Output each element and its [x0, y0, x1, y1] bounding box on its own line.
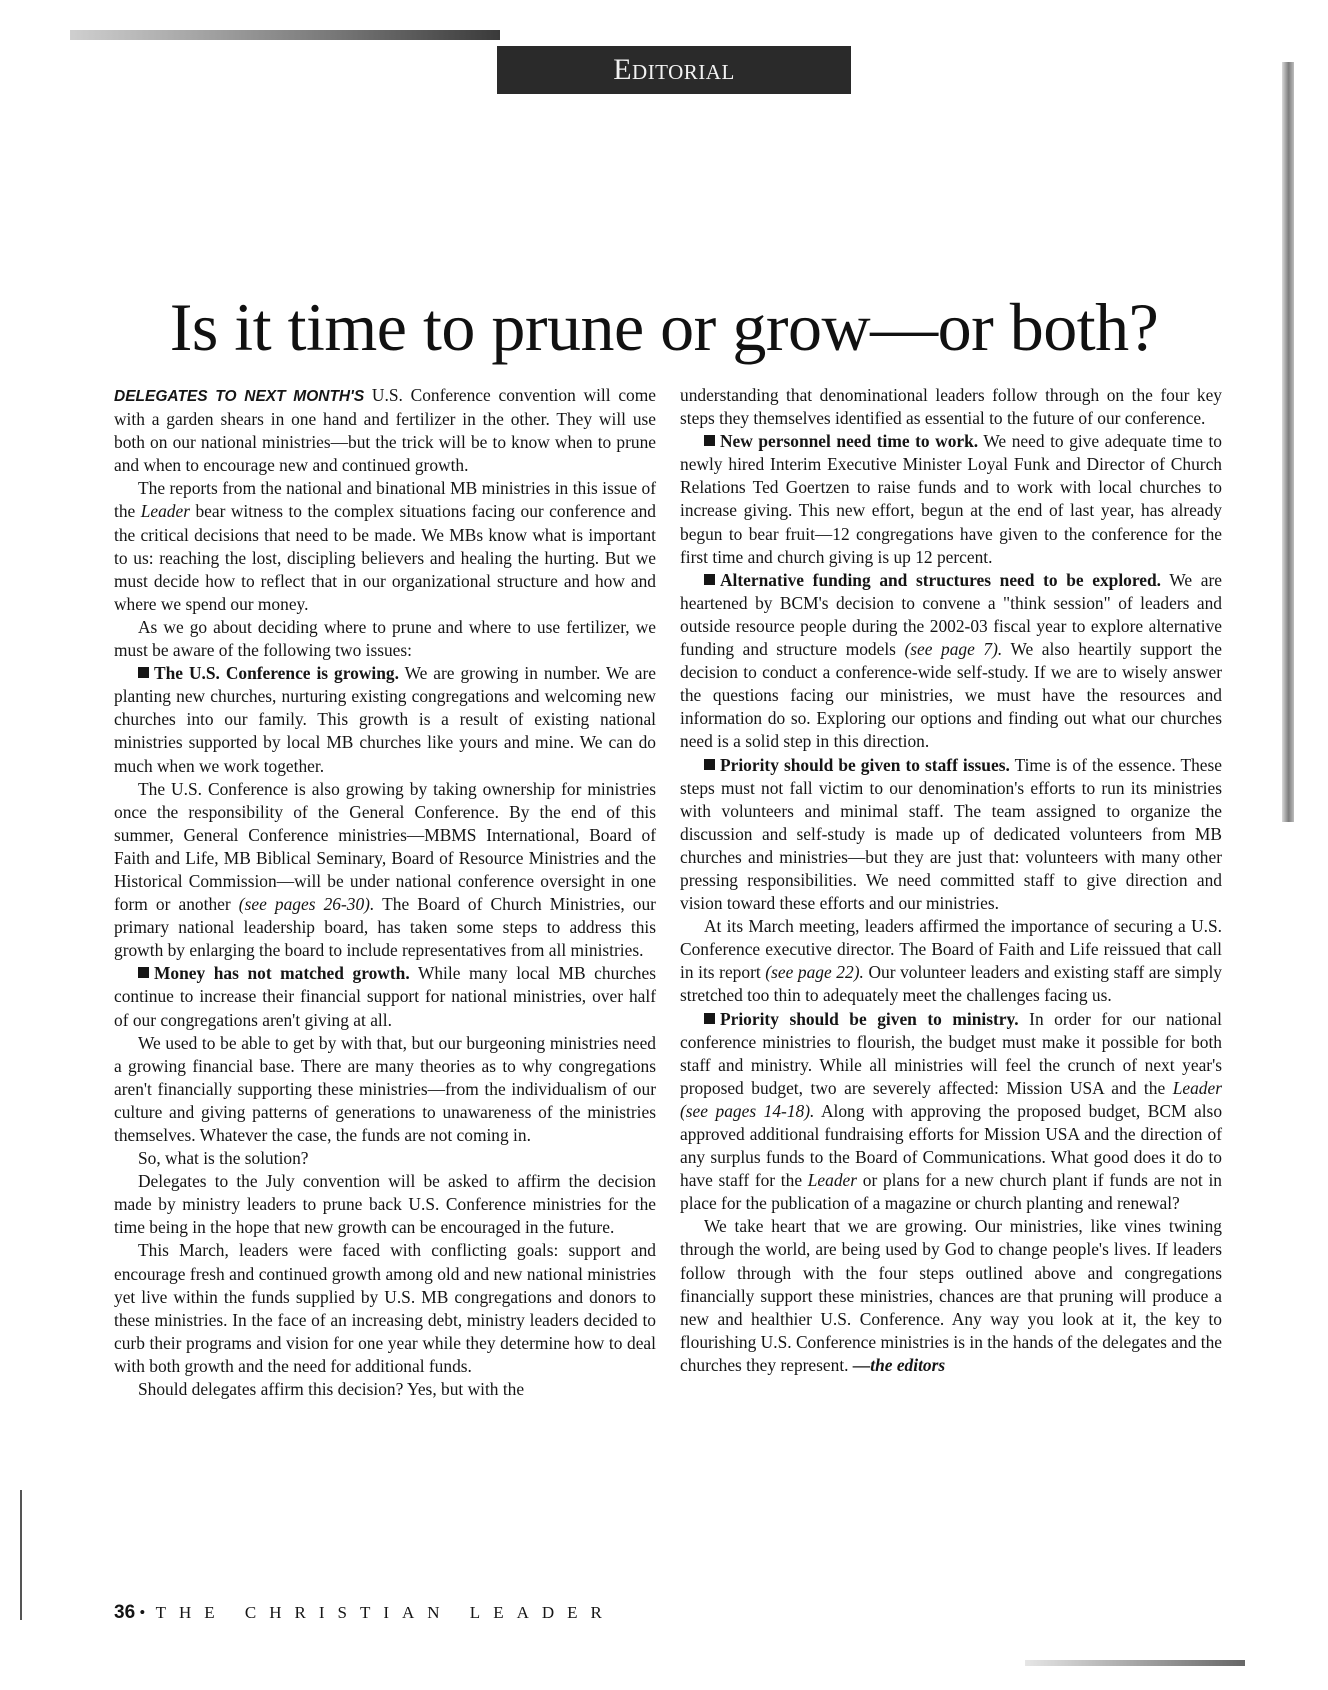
paragraph-text: At its March meeting, leaders affirmed the importance of securing a U.S. Conference executive director. The Board of Faith and Life reissued that call in its report [680, 916, 1222, 983]
right-column [680, 384, 1222, 1377]
page-reference: (see page 7). [904, 639, 1003, 660]
paragraph: We used to be able to get by with that, but our burgeoning ministries need a growing financial base. There are many theories as to why congregations aren't financially supporting these ministries—from the individualism of our culture and giving patterns of generations to unawareness of the ministries themselves. Whatever the case, the funds are not coming in. [114, 1032, 656, 1145]
paragraph-text: The U.S. Conference is also growing by taking ownership for ministries once the responsibility of the General Conference. By the end of this summer, General Conference ministries—MBMS International, Board of Faith and Life, MB Biblical Seminary, Board of Resource Ministries and the Historical Commission—will be under national conference oversight in one form or another [114, 778, 656, 915]
paragraph-text: The Board of Church Ministries, our primary national leadership board, has taken some steps to address this growth by enlarging the board to include representatives from all ministries. [114, 894, 656, 961]
top-decorative-rule [70, 30, 500, 40]
page-number: 36 [114, 1602, 136, 1623]
publication-name: Leader [140, 501, 190, 522]
bullet-square-icon [704, 574, 715, 585]
bullet-square-icon [704, 1013, 715, 1024]
paragraph: Delegates to the July convention will be asked to affirm the decision made by ministry leaders to prune back U.S. Conference ministries for the time being in the hope that new growth can be encouraged in the future. [114, 1171, 656, 1238]
paragraph: As we go about deciding where to prune and where to use fertilizer, we must be aware of the following two issues: [114, 616, 656, 661]
section-label: Editorial [613, 53, 735, 86]
paragraph-text: In order for our national conference ministries to flourish, the budget must make it possible for both staff and ministry. While all ministries will feel the crunch of next year's proposed budget, two are severely affected: Mission USA and the [680, 1008, 1222, 1098]
point-heading: New personnel need time to work. [720, 431, 979, 452]
paragraph [114, 962, 656, 1031]
paragraph [680, 430, 1222, 569]
left-column [114, 384, 656, 1401]
paragraph-text: Time is of the essence. These steps must not fall victim to our denomination's efforts to run its ministries with volunteers and minimal staff. The team assigned to organize the discussion and self-study is made up of dedicated volunteers from MB churches and ministries—but they are just that: volunteers with many other pressing responsibilities. We need committed staff to give direction and vision toward these efforts and our ministries. [680, 754, 1222, 914]
paragraph-text: The reports from the national and binational MB ministries in this issue of the [114, 478, 656, 522]
paragraph-text: We take heart that we are growing. Our ministries, like vines twining through the world, are being used by God to change people's lives. If leaders follow through with the four steps outlined above and congregations financially support these ministries, chances are that pruning will produce a new and healthier U.S. Conference. Any way you look at it, the key to flourishing U.S. Conference ministries is in the hands of the delegates and the churches they represent. [680, 1216, 1222, 1375]
point-heading: Priority should be given to staff issues. [720, 754, 1010, 775]
signature: —the editors [852, 1354, 946, 1375]
bullet-square-icon [138, 967, 149, 978]
paragraph-text: While many local MB churches continue to increase their financial support for national ministries, over half of our congregations aren't giving at all. [114, 963, 656, 1030]
paragraph: This March, leaders were faced with conflicting goals: support and encourage fresh and continued growth among old and new national ministries yet live within the funds supplied by U.S. MB congregations and donors to these ministries. In the face of an increasing debt, ministry leaders decided to curb their programs and vision for one year while they determine how to deal with both growth and the need for additional funds. [114, 1240, 656, 1376]
paragraph [680, 1008, 1222, 1216]
point-heading: Priority should be given to ministry. [720, 1008, 1019, 1029]
paragraph [680, 915, 1222, 1007]
paragraph-text: We are heartened by BCM's decision to convene a "think session" of leaders and outside resource people during the 2002-03 fiscal year to explore alternative funding and structure models [680, 569, 1222, 660]
paragraph-text: Our volunteer leaders and existing staff are simply stretched too thin to adequately meet the challenges facing us. [680, 962, 1222, 1006]
paragraph [114, 477, 656, 616]
point-heading: Alternative funding and structures need to be explored. [720, 569, 1162, 590]
page-reference: (see page 22). [765, 962, 864, 983]
publication-name: Leader [807, 1170, 858, 1191]
bullet-square-icon [704, 435, 715, 446]
paragraph-text: or plans for a new church plant if funds are not in place for the publication of a magazine or church planting and renewal? [680, 1170, 1222, 1214]
paragraph [680, 754, 1222, 916]
paragraph [114, 662, 656, 777]
paragraph-text: U.S. Conference convention will come with a garden shears in one hand and fertilizer in the other. They will use both on our national ministries—but the trick will be to know when to prune and when to encourage new and continued growth. [114, 385, 656, 476]
section-banner [497, 46, 851, 94]
scan-edge-mark [20, 1490, 22, 1620]
paragraph: Should delegates affirm this decision? Yes, but with the [138, 1379, 525, 1400]
point-heading: The U.S. Conference is growing. [154, 663, 399, 684]
paragraph-text: bear witness to the complex situations facing our conference and the critical decisions that need to be made. We MBs know what is important to us: reaching the lost, discipling believers and healing the hurting. But we must decide how to reflect that in our organizational structure and how and where we spend our money. [114, 501, 656, 614]
footer-bullet: • [139, 1603, 146, 1622]
article-title: Is it time to prune or grow—or both? [169, 289, 1159, 365]
paragraph [680, 569, 1222, 754]
paragraph [114, 384, 656, 477]
page-edge-shadow [1282, 62, 1294, 822]
bullet-square-icon [704, 759, 715, 770]
paragraph-text: Along with approving the proposed budget, BCM also approved additional fundraising efforts for Mission USA and the direction of any surplus funds to the Board of Communications. What good does it do to have staff for the [680, 1100, 1223, 1191]
point-heading: Money has not matched growth. [154, 963, 410, 984]
magazine-name: THE CHRISTIAN LEADER [155, 1603, 615, 1622]
page-reference: (see pages 14-18). [680, 1100, 815, 1121]
lead-in: DELEGATES TO NEXT MONTH'S [114, 388, 365, 405]
page-reference: (see pages 26-30). [238, 894, 375, 915]
publication-name: Leader [1172, 1077, 1222, 1098]
paragraph-text: We need to give adequate time to newly hired Interim Executive Minister Loyal Funk and Director of Church Relations Ted Goertzen to raise funds and to work with local churches to increase giving. This new effort, begun at the end of last year, has already begun to bear fruit—12 congregations have given to the conference for the first time and church giving is up 12 percent. [680, 431, 1222, 567]
paragraph-text: We are growing in number. We are planting new churches, nurturing existing congregations and welcoming new churches into our family. This growth is a result of existing national ministries supported by local MB churches like yours and mine. We can do much when we work together. [114, 663, 656, 776]
paragraph: understanding that denominational leaders follow through on the four key steps they themselves identified as essential to the future of our conference. [680, 385, 1222, 429]
paragraph [114, 778, 656, 963]
bullet-square-icon [138, 667, 149, 678]
bottom-scan-mark [1025, 1660, 1245, 1666]
page-footer [114, 1602, 714, 1624]
paragraph: So, what is the solution? [138, 1148, 309, 1169]
paragraph-text: We also heartily support the decision to conduct a conference-wide self-study. If we are to wisely answer the questions facing our ministries, we must have the resources and information do so. Exploring our options and finding out what our churches need is a solid step in this direction. [680, 639, 1222, 752]
paragraph [680, 1215, 1222, 1377]
